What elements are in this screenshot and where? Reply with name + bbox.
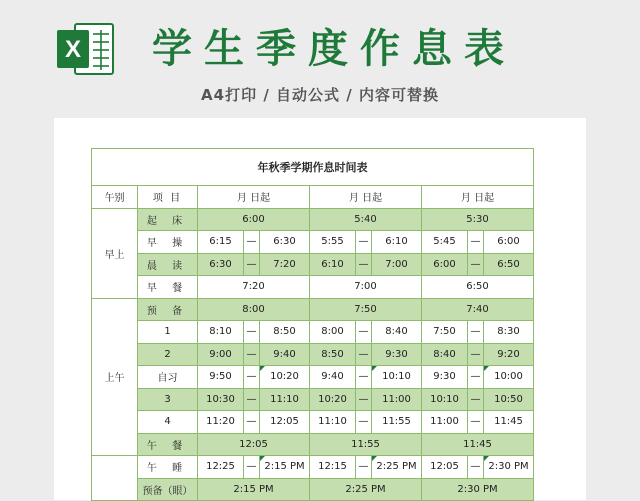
end-time-cell[interactable]: 6:50 bbox=[484, 253, 534, 276]
time-cell[interactable]: 7:00 bbox=[310, 276, 422, 299]
dash-cell: — bbox=[468, 388, 484, 411]
end-time-cell[interactable]: 12:05 bbox=[260, 411, 310, 434]
table-row bbox=[92, 298, 534, 321]
end-time-cell[interactable]: 2:30 PM bbox=[484, 456, 534, 479]
time-cell[interactable]: 7:40 bbox=[422, 298, 534, 321]
end-time-cell[interactable]: 10:00 bbox=[484, 366, 534, 389]
table-title-row bbox=[92, 149, 534, 186]
dash-cell: — bbox=[244, 343, 260, 366]
item-cell[interactable]: 预备（眼） bbox=[138, 478, 198, 501]
dash-cell: — bbox=[356, 388, 372, 411]
start-time-cell[interactable]: 11:00 bbox=[422, 411, 468, 434]
item-cell[interactable]: 早 餐 bbox=[138, 276, 198, 299]
item-cell[interactable]: 起 床 bbox=[138, 208, 198, 231]
schedule-table bbox=[91, 148, 534, 501]
date-header-2[interactable]: 月 日起 bbox=[310, 186, 422, 209]
table-row bbox=[92, 411, 534, 434]
table-row bbox=[92, 208, 534, 231]
header bbox=[0, 0, 640, 118]
excel-icon bbox=[55, 22, 115, 76]
dash-cell: — bbox=[356, 231, 372, 254]
end-time-cell[interactable]: 2:25 PM bbox=[372, 456, 422, 479]
item-cell[interactable]: 午 餐 bbox=[138, 433, 198, 456]
end-time-cell[interactable]: 6:10 bbox=[372, 231, 422, 254]
end-time-cell[interactable]: 9:40 bbox=[260, 343, 310, 366]
dash-cell: — bbox=[244, 366, 260, 389]
table-row bbox=[92, 456, 534, 479]
start-time-cell[interactable]: 8:40 bbox=[422, 343, 468, 366]
start-time-cell[interactable]: 11:10 bbox=[310, 411, 356, 434]
dash-cell: — bbox=[468, 366, 484, 389]
end-time-cell[interactable]: 9:20 bbox=[484, 343, 534, 366]
item-cell[interactable]: 预 备 bbox=[138, 298, 198, 321]
start-time-cell[interactable]: 9:00 bbox=[198, 343, 244, 366]
table-row bbox=[92, 276, 534, 299]
dash-cell: — bbox=[356, 366, 372, 389]
start-time-cell[interactable]: 7:50 bbox=[422, 321, 468, 344]
start-time-cell[interactable]: 6:15 bbox=[198, 231, 244, 254]
end-time-cell[interactable]: 6:30 bbox=[260, 231, 310, 254]
start-time-cell[interactable]: 6:30 bbox=[198, 253, 244, 276]
dash-cell: — bbox=[244, 321, 260, 344]
end-time-cell[interactable]: 9:30 bbox=[372, 343, 422, 366]
dash-cell: — bbox=[356, 343, 372, 366]
dash-cell: — bbox=[468, 411, 484, 434]
dash-cell: — bbox=[468, 321, 484, 344]
period-cell[interactable] bbox=[92, 456, 138, 501]
end-time-cell[interactable]: 8:30 bbox=[484, 321, 534, 344]
svg-text:X: X bbox=[64, 36, 82, 63]
start-time-cell[interactable]: 5:45 bbox=[422, 231, 468, 254]
end-time-cell[interactable]: 8:40 bbox=[372, 321, 422, 344]
table-title[interactable]: 年秋季学期作息时间表 bbox=[92, 149, 534, 186]
start-time-cell[interactable]: 10:20 bbox=[310, 388, 356, 411]
item-cell[interactable]: 4 bbox=[138, 411, 198, 434]
start-time-cell[interactable]: 9:40 bbox=[310, 366, 356, 389]
dash-cell: — bbox=[468, 231, 484, 254]
start-time-cell[interactable]: 10:30 bbox=[198, 388, 244, 411]
dash-cell: — bbox=[356, 456, 372, 479]
time-cell[interactable]: 12:05 bbox=[198, 433, 310, 456]
table-row bbox=[92, 253, 534, 276]
item-cell[interactable]: 晨 读 bbox=[138, 253, 198, 276]
dash-cell: — bbox=[356, 253, 372, 276]
start-time-cell[interactable]: 9:50 bbox=[198, 366, 244, 389]
item-cell[interactable]: 早 操 bbox=[138, 231, 198, 254]
start-time-cell[interactable]: 8:00 bbox=[310, 321, 356, 344]
end-time-cell[interactable]: 11:45 bbox=[484, 411, 534, 434]
time-cell[interactable]: 2:15 PM bbox=[198, 478, 310, 501]
time-cell[interactable]: 2:25 PM bbox=[310, 478, 422, 501]
table-row bbox=[92, 433, 534, 456]
table-row bbox=[92, 388, 534, 411]
time-cell[interactable]: 5:40 bbox=[310, 208, 422, 231]
item-cell[interactable]: 3 bbox=[138, 388, 198, 411]
page-title: 学生季度作息表 bbox=[152, 26, 516, 72]
dash-cell: — bbox=[244, 388, 260, 411]
end-time-cell[interactable]: 2:15 PM bbox=[260, 456, 310, 479]
start-time-cell[interactable]: 10:10 bbox=[422, 388, 468, 411]
period-cell[interactable]: 早上 bbox=[92, 208, 138, 298]
item-cell[interactable]: 午 睡 bbox=[138, 456, 198, 479]
period-header[interactable]: 午别 bbox=[92, 186, 138, 209]
start-time-cell[interactable]: 5:55 bbox=[310, 231, 356, 254]
date-header-1[interactable]: 月 日起 bbox=[198, 186, 310, 209]
column-header-row bbox=[92, 186, 534, 209]
time-cell[interactable]: 6:50 bbox=[422, 276, 534, 299]
dash-cell: — bbox=[244, 456, 260, 479]
dash-cell: — bbox=[244, 253, 260, 276]
item-header[interactable]: 项 目 bbox=[138, 186, 198, 209]
dash-cell: — bbox=[356, 321, 372, 344]
time-cell[interactable]: 11:45 bbox=[422, 433, 534, 456]
start-time-cell[interactable]: 6:00 bbox=[422, 253, 468, 276]
dash-cell: — bbox=[244, 231, 260, 254]
time-cell[interactable]: 5:30 bbox=[422, 208, 534, 231]
start-time-cell[interactable]: 9:30 bbox=[422, 366, 468, 389]
end-time-cell[interactable]: 11:00 bbox=[372, 388, 422, 411]
start-time-cell[interactable]: 8:50 bbox=[310, 343, 356, 366]
end-time-cell[interactable]: 11:10 bbox=[260, 388, 310, 411]
time-cell[interactable]: 7:50 bbox=[310, 298, 422, 321]
period-cell[interactable]: 上午 bbox=[92, 298, 138, 456]
start-time-cell[interactable]: 8:10 bbox=[198, 321, 244, 344]
start-time-cell[interactable]: 11:20 bbox=[198, 411, 244, 434]
dash-cell: — bbox=[468, 343, 484, 366]
page-subtitle: A4打印 / 自动公式 / 内容可替换 bbox=[201, 86, 439, 104]
table-row bbox=[92, 478, 534, 501]
spreadsheet-page bbox=[54, 118, 586, 500]
end-time-cell[interactable]: 10:10 bbox=[372, 366, 422, 389]
table-row bbox=[92, 231, 534, 254]
date-header-3[interactable]: 月 日起 bbox=[422, 186, 534, 209]
dash-cell: — bbox=[356, 411, 372, 434]
table-row bbox=[92, 343, 534, 366]
dash-cell: — bbox=[468, 253, 484, 276]
time-cell[interactable]: 6:00 bbox=[198, 208, 310, 231]
time-cell[interactable]: 2:30 PM bbox=[422, 478, 534, 501]
dash-cell: — bbox=[244, 411, 260, 434]
time-cell[interactable]: 8:00 bbox=[198, 298, 310, 321]
start-time-cell[interactable]: 12:05 bbox=[422, 456, 468, 479]
end-time-cell[interactable]: 7:00 bbox=[372, 253, 422, 276]
end-time-cell[interactable]: 7:20 bbox=[260, 253, 310, 276]
start-time-cell[interactable]: 12:25 bbox=[198, 456, 244, 479]
end-time-cell[interactable]: 6:00 bbox=[484, 231, 534, 254]
end-time-cell[interactable]: 10:20 bbox=[260, 366, 310, 389]
item-cell[interactable]: 自习 bbox=[138, 366, 198, 389]
item-cell[interactable]: 1 bbox=[138, 321, 198, 344]
dash-cell: — bbox=[468, 456, 484, 479]
time-cell[interactable]: 11:55 bbox=[310, 433, 422, 456]
time-cell[interactable]: 7:20 bbox=[198, 276, 310, 299]
table-row bbox=[92, 366, 534, 389]
start-time-cell[interactable]: 6:10 bbox=[310, 253, 356, 276]
end-time-cell[interactable]: 8:50 bbox=[260, 321, 310, 344]
start-time-cell[interactable]: 12:15 bbox=[310, 456, 356, 479]
end-time-cell[interactable]: 10:50 bbox=[484, 388, 534, 411]
item-cell[interactable]: 2 bbox=[138, 343, 198, 366]
table-row bbox=[92, 321, 534, 344]
end-time-cell[interactable]: 11:55 bbox=[372, 411, 422, 434]
